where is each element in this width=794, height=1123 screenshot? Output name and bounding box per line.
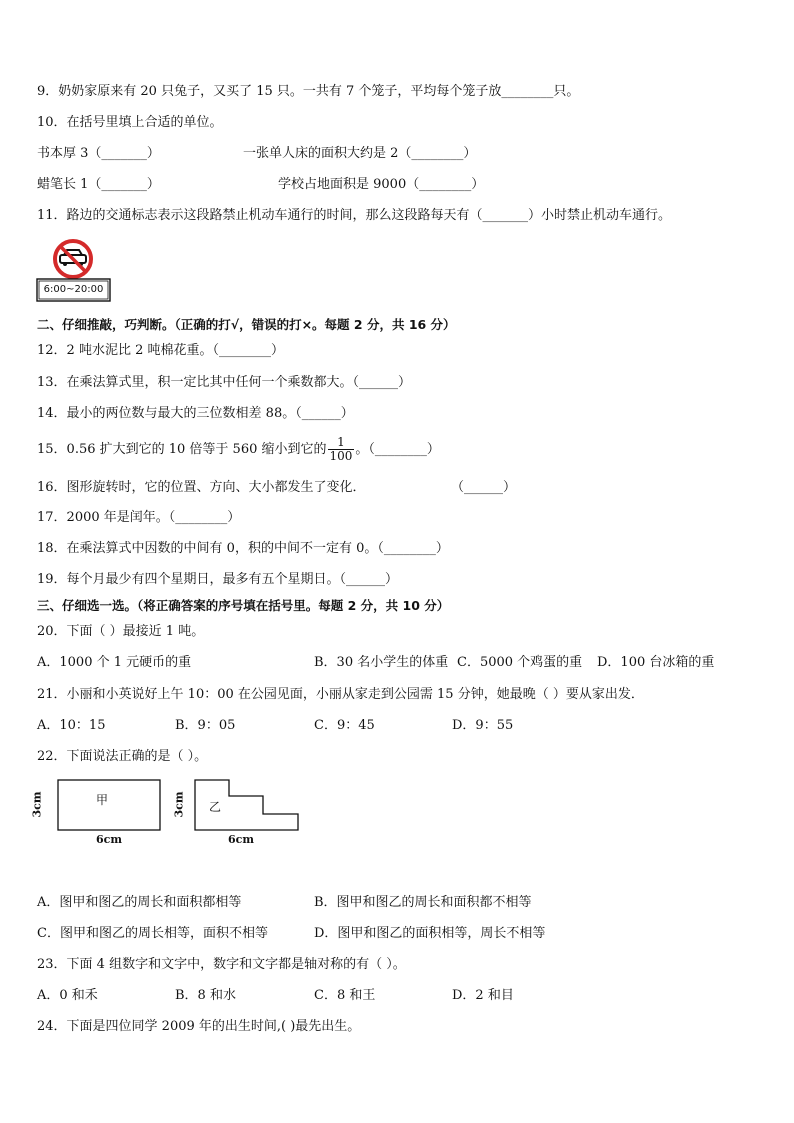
question-10-title: 10．在括号里填上合适的单位。 (37, 115, 223, 130)
sign-time-label: 6:00~20:00 (43, 284, 104, 295)
q22-option-b: B．图甲和图乙的周长和面积都不相等 (314, 895, 532, 910)
q22-option-a: A．图甲和图乙的周长和面积都相等 (37, 895, 242, 910)
traffic-sign (34, 238, 114, 306)
q21-option-a: A．10：15 (37, 718, 106, 733)
question-12: 12．2 吨水泥比 2 吨棉花重。（________） (37, 343, 284, 358)
question-14: 14．最小的两位数与最大的三位数相差 88。（______） (37, 406, 354, 421)
figure-jia (30, 776, 168, 848)
q21-option-d: D．9：55 (452, 718, 514, 733)
question-16: 16．图形旋转时，它的位置、方向、大小都发生了变化． (37, 480, 366, 495)
q22-option-d: D．图甲和图乙的面积相等，周长不相等 (314, 926, 546, 941)
question-10-item-3: 蜡笔长 1（_______） (37, 177, 160, 192)
question-9: 9．奶奶家原来有 20 只兔子，又买了 15 只。一共有 7 个笼子，平均每个笼子放________只。 (37, 84, 580, 99)
q22-option-c: C．图甲和图乙的周长相等，面积不相等 (37, 926, 268, 941)
section-3-header: 三、仔细选一选。（将正确答案的序号填在括号里。每题 2 分，共 10 分） (37, 598, 450, 613)
question-15-blank: 。（________） (355, 442, 440, 457)
q23-option-d: D．2 和目 (452, 988, 514, 1003)
question-18: 18．在乘法算式中因数的中间有 0，积的中间不一定有 0。（________） (37, 541, 449, 556)
figure-jia-width: 6cm (96, 833, 122, 846)
figure-yi (172, 776, 305, 848)
q21-option-b: B．9：05 (175, 718, 236, 733)
question-16-blank: （______） (451, 480, 517, 495)
question-10-item-4: 学校占地面积是 9000（________） (278, 177, 485, 192)
question-15-text: 15．0.56 扩大到它的 10 倍等于 560 缩小到它的 (37, 442, 327, 457)
question-10-item-2: 一张单人床的面积大约是 2（________） (243, 146, 477, 161)
question-19: 19．每个月最少有四个星期日，最多有五个星期日。（______） (37, 572, 399, 587)
fraction-denominator: 100 (329, 449, 353, 463)
question-17: 17．2000 年是闰年。（________） (37, 510, 241, 525)
q21-option-c: C．9：45 (314, 718, 375, 733)
figure-yi-label: 乙 (209, 800, 222, 814)
figure-yi-height: 3cm (172, 791, 186, 818)
question-20: 20．下面（ ）最接近 1 吨。 (37, 624, 205, 639)
question-24: 24．下面是四位同学 2009 年的出生时间,( )最先出生。 (37, 1019, 361, 1034)
q20-option-d: D．100 台冰箱的重 (597, 655, 715, 670)
figure-yi-width: 6cm (228, 833, 254, 846)
question-13: 13．在乘法算式里，积一定比其中任何一个乘数都大。（______） (37, 375, 412, 390)
figure-jia-label: 甲 (96, 793, 109, 807)
figure-jia-height: 3cm (30, 791, 44, 818)
question-11: 11．路边的交通标志表示这段路禁止机动车通行的时间，那么这段路每天有（_______）小时禁止机动车通行。 (37, 208, 672, 223)
question-22: 22．下面说法正确的是（ ）。 (37, 749, 208, 764)
question-23: 23．下面 4 组数字和文字中，数字和文字都是轴对称的有（ ）。 (37, 957, 406, 972)
q20-option-a: A．1000 个 1 元硬币的重 (37, 655, 192, 670)
q23-option-a: A．0 和禾 (37, 988, 98, 1003)
q23-option-c: C．8 和王 (314, 988, 376, 1003)
question-10-item-1: 书本厚 3（_______） (37, 146, 160, 161)
question-15 (37, 432, 440, 468)
section-2-header: 二、仔细推敲，巧判断。（正确的打√，错误的打×。每题 2 分，共 16 分） (37, 317, 456, 332)
q23-option-b: B．8 和水 (175, 988, 236, 1003)
q20-option-b: B．30 名小学生的体重 (314, 655, 449, 670)
fraction-numerator: 1 (328, 436, 355, 450)
question-21: 21．小丽和小英说好上午 10：00 在公园见面，小丽从家走到公园需 15 分钟，她最晚（ ）要从家出发． (37, 687, 644, 702)
fraction (328, 436, 355, 463)
q20-option-c: C．5000 个鸡蛋的重 (457, 655, 583, 670)
